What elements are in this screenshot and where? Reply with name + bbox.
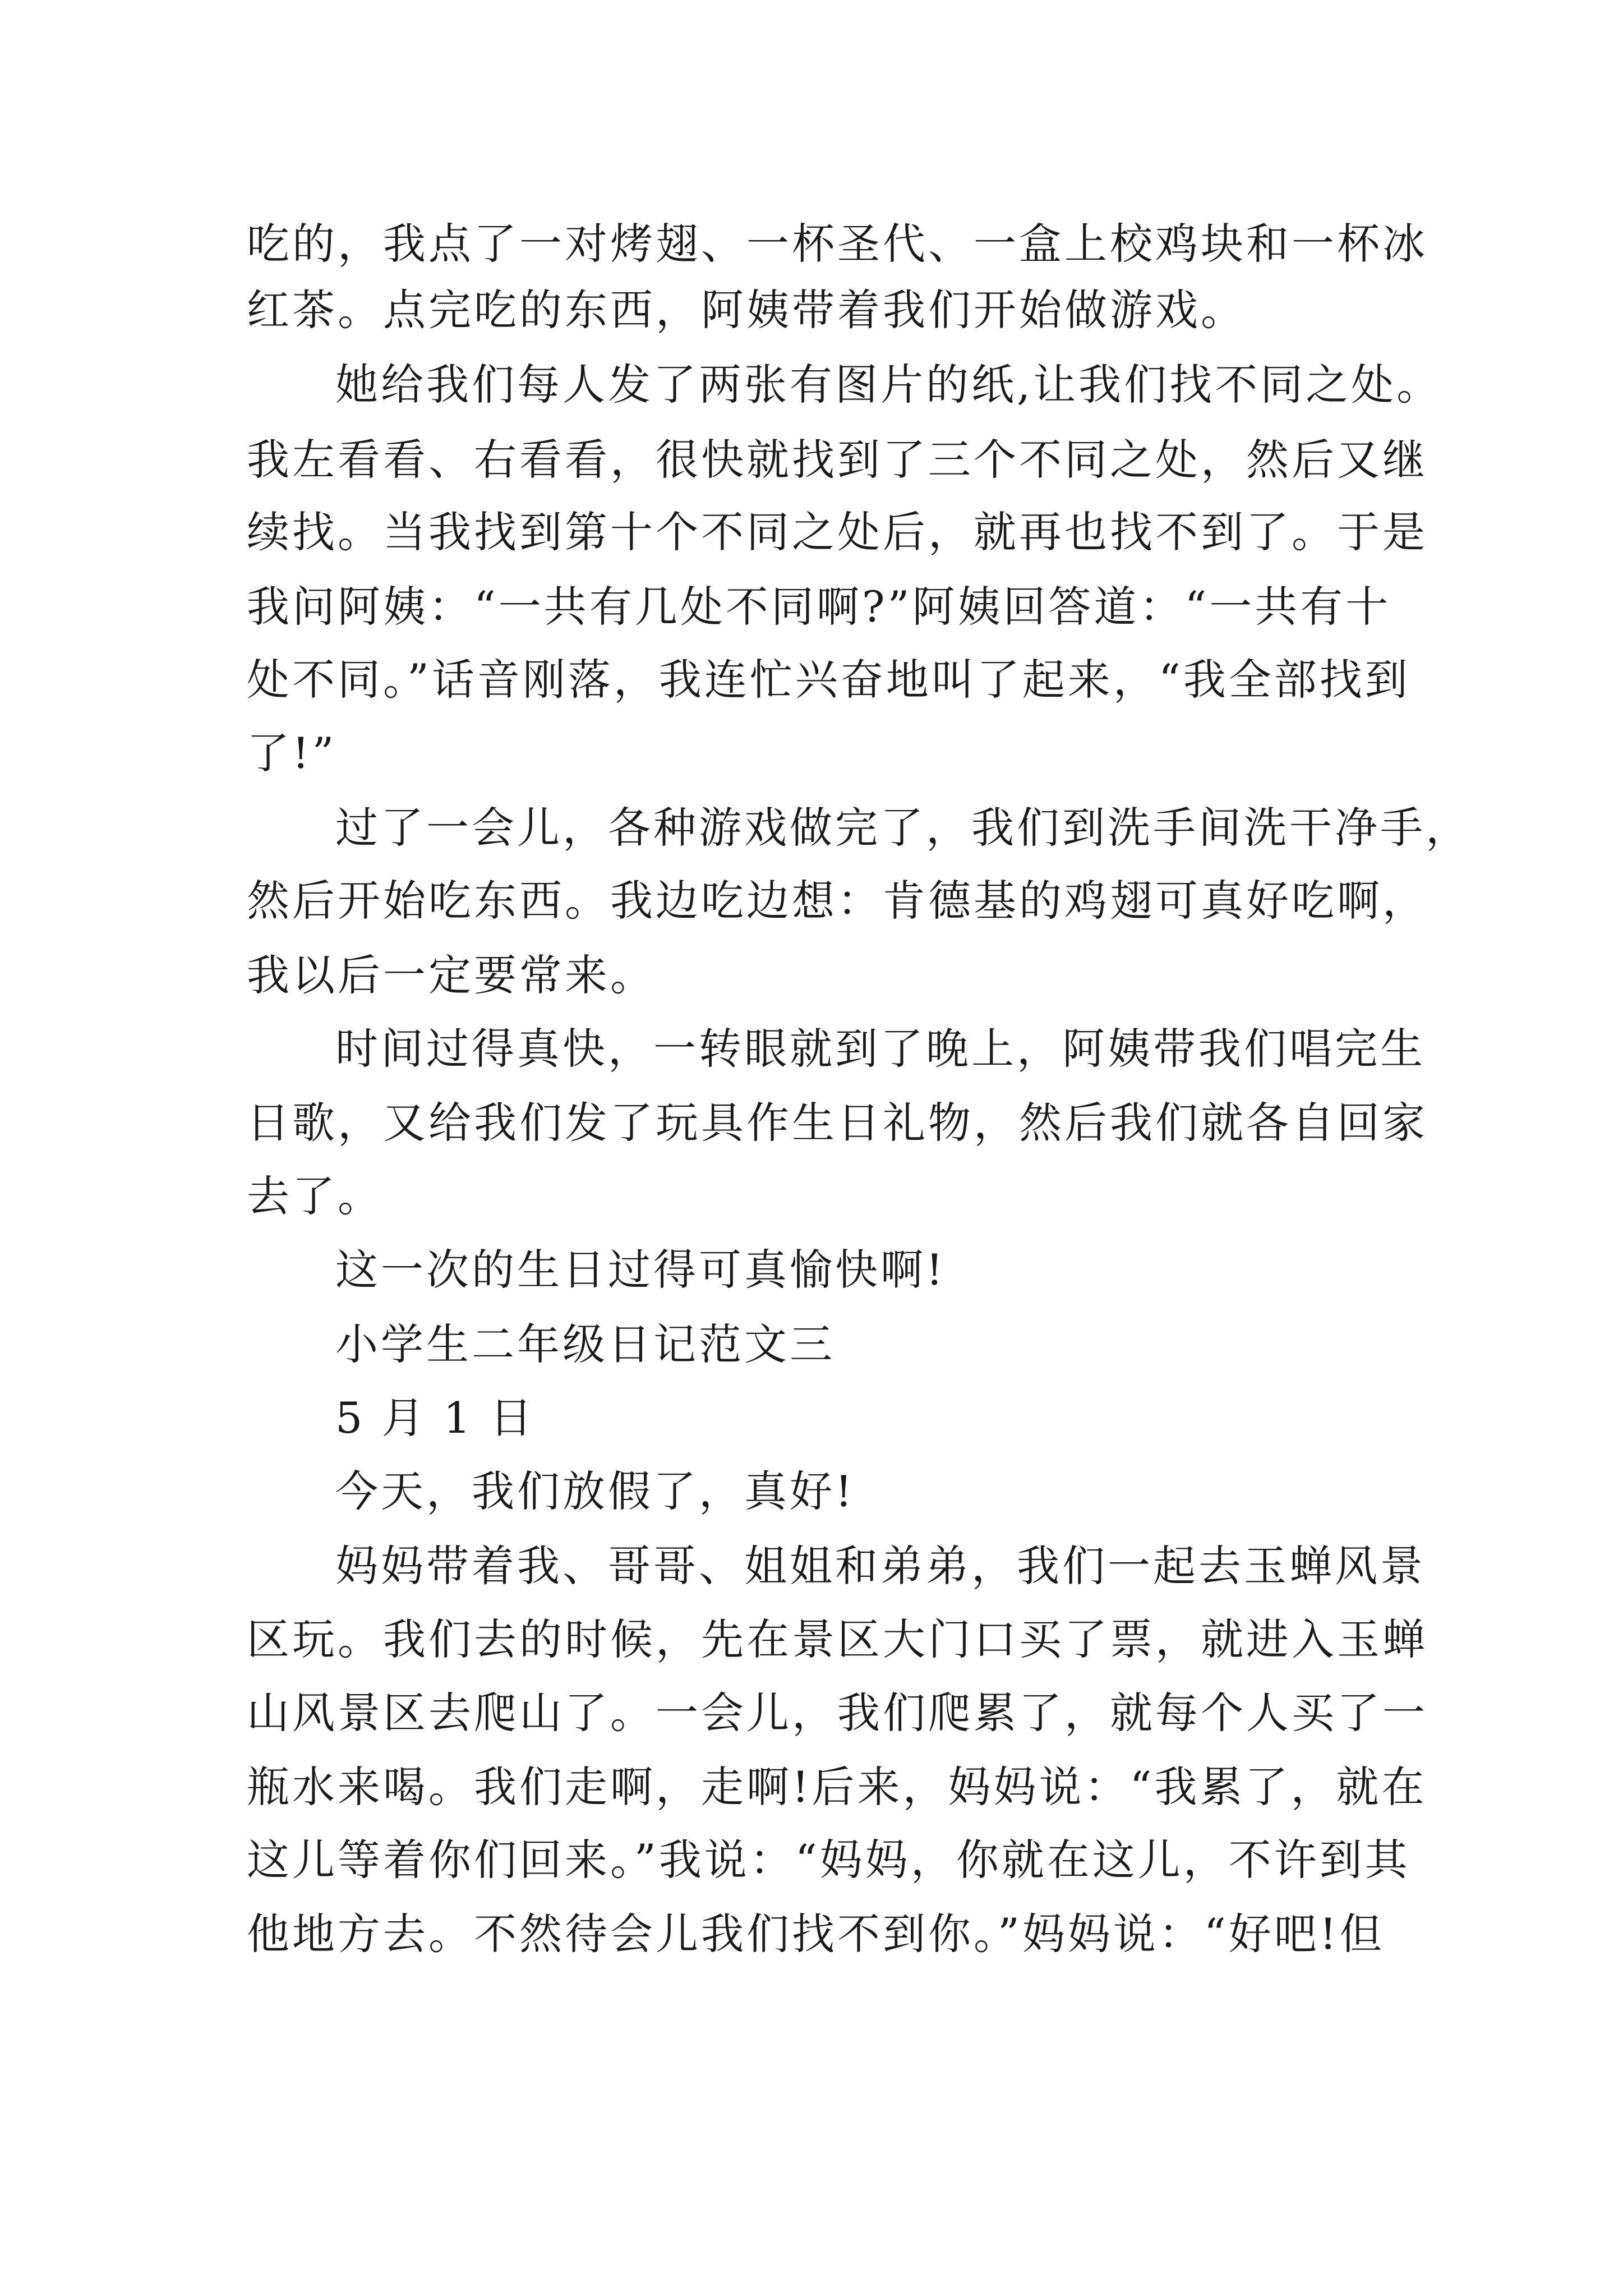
text-line: 处不同。”话音刚落，我连忙兴奋地叫了起来，“我全部找到 (247, 655, 1410, 705)
paragraph-start-line: 今天，我们放假了，真好! (335, 1466, 855, 1516)
text-line: 他地方去。不然待会儿我们找不到你。”妈妈说：“好吧!但 (247, 1909, 1385, 1959)
paragraph-start-line: 时间过得真快，一转眼就到了晚上，阿姨带我们唱完生 (335, 1024, 1426, 1074)
paragraph-start-line: 过了一会儿，各种游戏做完了，我们到洗手间洗干净手， (335, 803, 1471, 853)
text-line: 日歌，又给我们发了玩具作生日礼物，然后我们就各自回家 (247, 1098, 1428, 1148)
text-line: 了!” (247, 728, 337, 778)
paragraph-start-line: 妈妈带着我、哥哥、姐姐和弟弟，我们一起去玉蝉风景 (335, 1541, 1426, 1591)
text-line: 红茶。点完吃的东西，阿姨带着我们开始做游戏。 (247, 285, 1246, 335)
text-line: 瓶水来喝。我们走啊，走啊!后来，妈妈说：“我累了，就在 (247, 1762, 1427, 1812)
text-line: 我问阿姨：“一共有几处不同啊?”阿姨回答道：“一共有十 (247, 582, 1391, 632)
text-line: 区玩。我们去的时候，先在景区大门口买了票，就进入玉蝉 (247, 1614, 1428, 1664)
text-line: 我以后一定要常来。 (247, 950, 656, 1000)
paragraph-start-line: 这一次的生日过得可真愉快啊! (335, 1245, 946, 1295)
text-line: 吃的，我点了一对烤翅、一杯圣代、一盒上校鸡块和一杯冰 (247, 219, 1428, 269)
text-line: 续找。当我找到第十个不同之处后，就再也找不到了。于是 (247, 507, 1428, 557)
text-line: 去了。 (247, 1171, 383, 1221)
text-line: 山风景区去爬山了。一会儿，我们爬累了，就每个人买了一 (247, 1688, 1428, 1738)
section-heading: 小学生二年级日记范文三 (335, 1319, 835, 1369)
text-line: 我左看看、右看看，很快就找到了三个不同之处，然后又继 (247, 435, 1428, 485)
text-line: 这儿等着你们回来。”我说：“妈妈，你就在这儿，不许到其 (247, 1835, 1410, 1885)
date-line: 5 月 1 日 (335, 1393, 536, 1443)
text-line: 然后开始吃东西。我边吃边想：肯德基的鸡翅可真好吃啊， (247, 876, 1428, 926)
paragraph-start-line: 她给我们每人发了两张有图片的纸,让我们找不同之处。 (335, 360, 1442, 409)
